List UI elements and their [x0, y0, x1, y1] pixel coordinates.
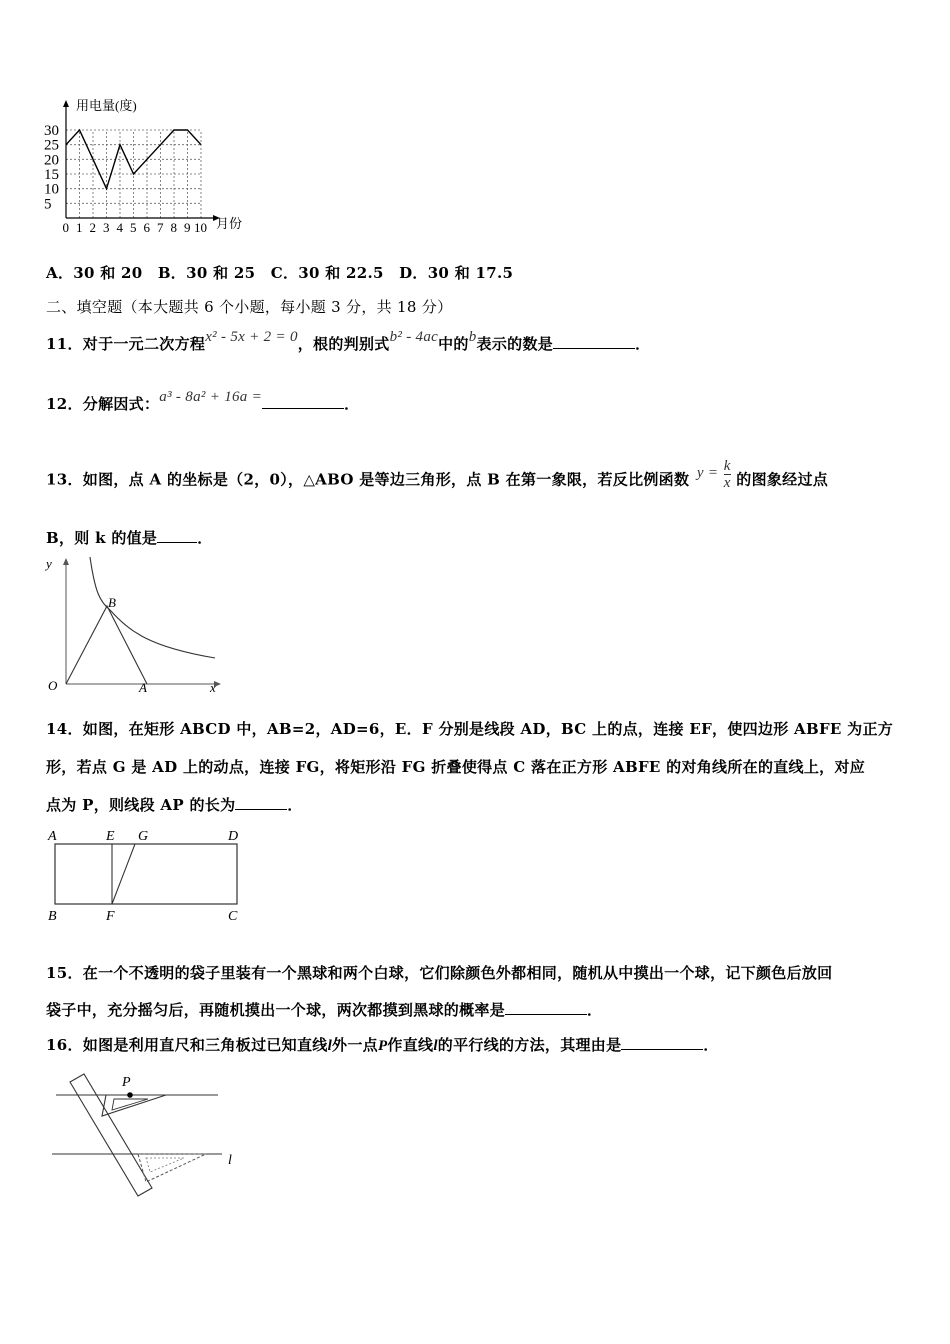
segment-FG — [112, 844, 135, 904]
y-tick-label: 25 — [44, 137, 59, 154]
label-B: B — [48, 909, 57, 924]
x-axis-title: 月份 — [216, 216, 243, 231]
rectangle-ABCD — [55, 844, 237, 904]
label-P: P — [122, 1075, 131, 1090]
label-A: A — [48, 829, 57, 844]
label-G: G — [138, 829, 149, 844]
triangle-ruler-top-inner — [112, 1099, 148, 1110]
question-11: 11．对于一元二次方程x² - 5x + 2 = 0，根的判别式b² - 4ac中的b表示的数是 ． — [46, 329, 651, 353]
y-tick-label: 15 — [44, 167, 59, 183]
fraction-numerator: k — [723, 458, 731, 474]
label-B: B — [108, 595, 116, 610]
question-12: 12．分解因式：a³ - 8a² + 16a = ． — [46, 389, 360, 413]
answer-blank[interactable] — [505, 1000, 587, 1015]
label-l: l — [228, 1153, 232, 1168]
label-C: C — [228, 909, 238, 924]
y-tick-label: 30 — [44, 123, 59, 139]
triangle-ABO — [66, 606, 147, 684]
answer-blank[interactable] — [157, 528, 197, 543]
answer-blank[interactable] — [553, 334, 635, 349]
label-x: x — [210, 680, 216, 695]
label-O: O — [48, 678, 58, 693]
x-tick-label: 9 — [184, 220, 191, 234]
y-tick-label: 10 — [44, 181, 59, 198]
question-14-line2: 形，若点 G 是 AD 上的动点，连接 FG，将矩形沿 FG 折叠使得点 C 落在正方形 ABFE 的对角线所在的直线上，对应 — [46, 758, 866, 776]
x-tick-label: 0 — [62, 220, 69, 234]
answer-blank[interactable] — [262, 394, 344, 409]
x-tick-label: 8 — [170, 220, 177, 234]
x-tick-label: 4 — [116, 220, 123, 234]
label-F: F — [106, 909, 115, 924]
label-y: y — [46, 556, 52, 571]
x-tick-label: 10 — [194, 220, 207, 234]
triangle-ruler-top — [102, 1095, 166, 1116]
question-16: 16．如图是利用直尺和三角板过已知直线l外一点P作直线l的平行线的方法，其理由是 ． — [46, 1036, 719, 1054]
x-tick-label: 2 — [89, 220, 96, 234]
figure-13 — [40, 552, 230, 697]
figure-14 — [44, 822, 248, 926]
q10-options: A．30 和 20 B．30 和 25 C．30 和 22.5 D．30 和 17.5 — [46, 264, 514, 282]
y-tick-label: 5 — [44, 196, 52, 213]
y-axis-title: 用电量(度) — [76, 98, 137, 113]
label-D: D — [228, 829, 239, 844]
point-P — [127, 1092, 133, 1098]
triangle-ruler-bottom-inner — [146, 1158, 184, 1172]
x-tick-label: 6 — [143, 220, 150, 234]
x-tick-label: 1 — [76, 220, 83, 234]
label-E: E — [106, 829, 115, 844]
label-A: A — [139, 680, 147, 695]
answer-blank[interactable] — [621, 1035, 703, 1050]
section-heading: 二、填空题（本大题共 6 个小题，每小题 3 分，共 18 分） — [46, 298, 453, 316]
question-13: 13．如图，点 A 的坐标是（2，0），△ABO 是等边三角形，点 B 在第一象限，若反比例函数 y = $\frac{k}{x}$ 的图象经过点 — [46, 458, 829, 491]
x-tick-label: 3 — [103, 220, 110, 234]
y-tick-label: 20 — [44, 152, 59, 169]
question-15-line2: 袋子中，充分摇匀后，再随机摸出一个球，两次都摸到黑球的概率是 ． — [46, 1001, 603, 1019]
answer-blank[interactable] — [235, 795, 287, 810]
question-15-line1: 15．在一个不透明的袋子里装有一个黑球和两个白球，它们除颜色外都相同，随机从中摸出一个球，记下颜色后放回 — [46, 964, 833, 982]
question-14-line1: 14．如图，在矩形 ABCD 中，AB=2，AD=6，E．F 分别是线段 AD，BC 上的点，连接 EF，使四边形 ABFE 为正方 — [46, 720, 894, 738]
y-axis-arrow — [63, 558, 69, 565]
x-tick-label: 5 — [130, 220, 137, 234]
question-13-line2: B，则 k 的值是 ． — [46, 529, 213, 547]
question-14-line3: 点为 P，则线段 AP 的长为 ． — [46, 796, 303, 814]
electricity-line-chart — [40, 94, 260, 234]
ruler — [70, 1074, 152, 1196]
y-axis-arrow — [63, 100, 69, 107]
fraction-denominator: x — [723, 475, 731, 491]
x-tick-label: 7 — [157, 220, 164, 234]
figure-16 — [48, 1068, 248, 1208]
